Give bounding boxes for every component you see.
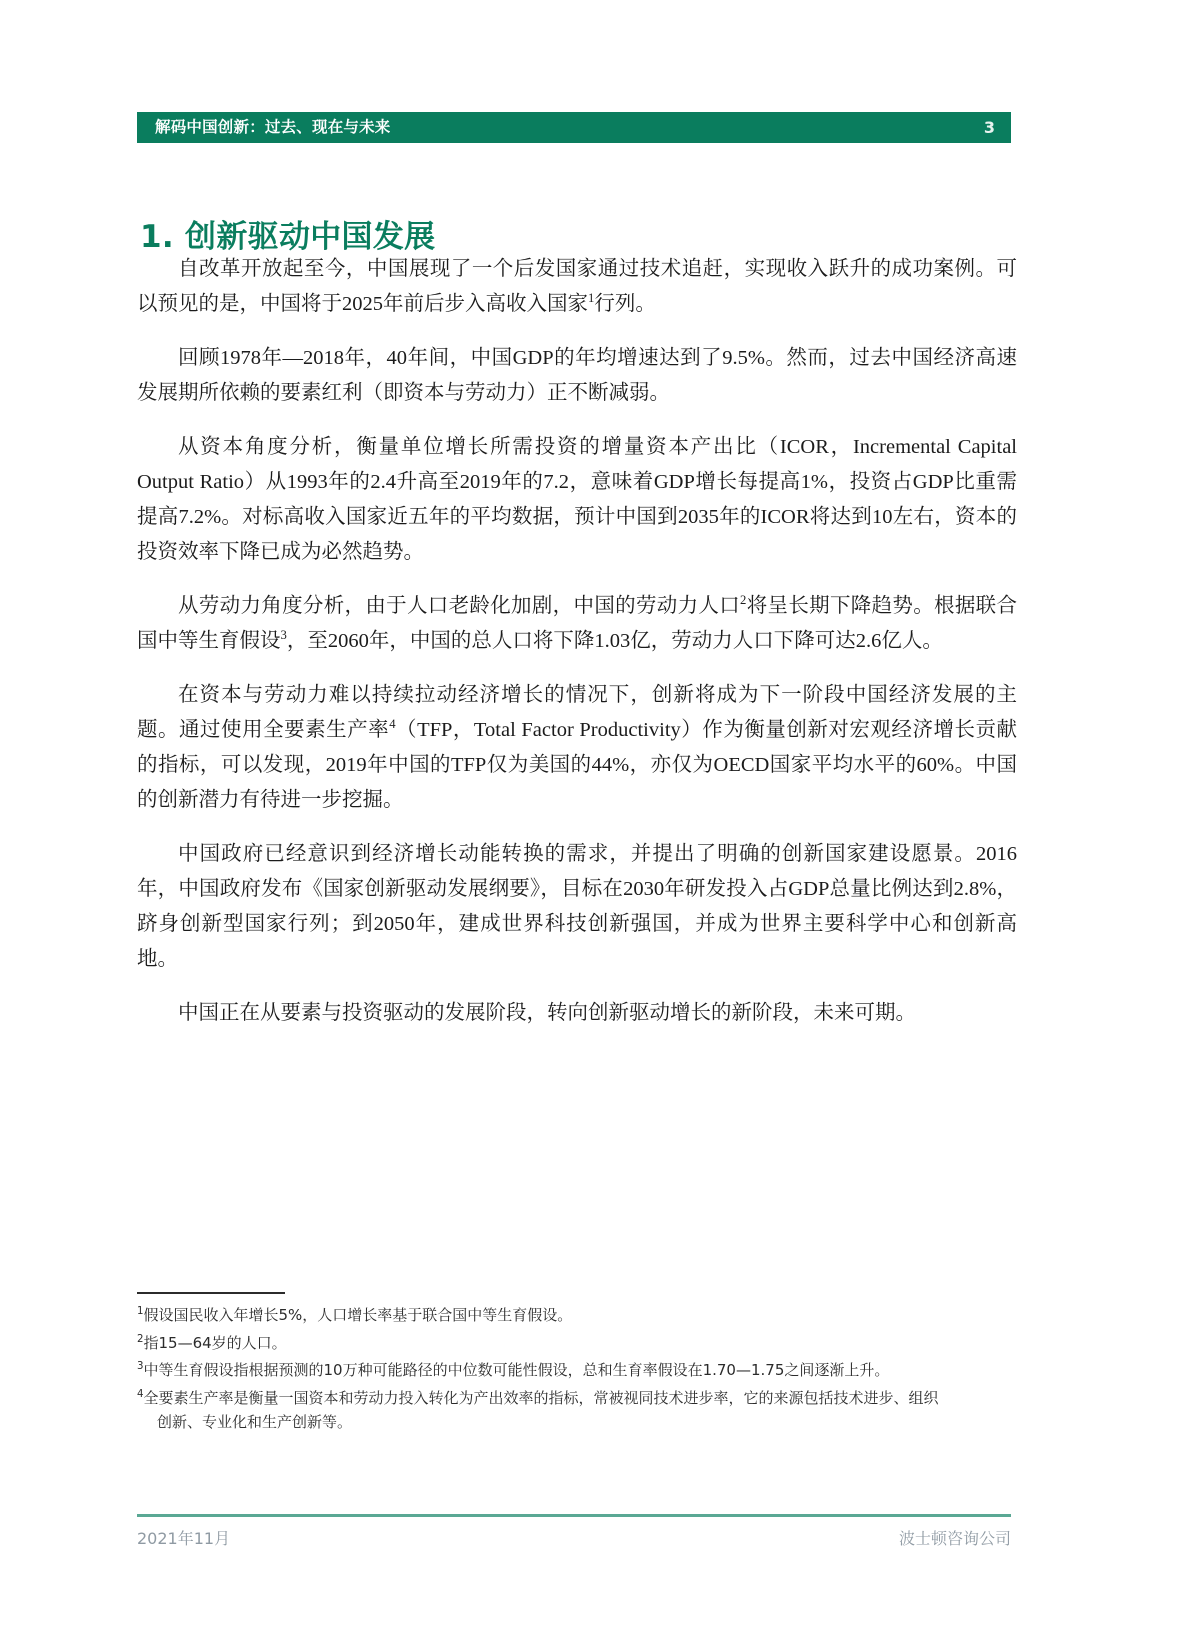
footnote-text: 假设国民收入年增长5%，人口增长率基于联合国中等生育假设。	[143, 1306, 573, 1324]
paragraph-1	[137, 252, 1017, 322]
footnote-text: 全要素生产率是衡量一国资本和劳动力投入转化为产出效率的指标，常被视同技术进步率，它的来源包括技术进步、组织	[143, 1388, 939, 1407]
footnote-item	[137, 1386, 1023, 1435]
section-heading: 1. 创新驱动中国发展	[140, 218, 436, 255]
footnotes-list	[137, 1303, 1023, 1438]
footnote-marker: 3	[137, 1361, 144, 1372]
paragraph-6: 中国政府已经意识到经济增长动能转换的需求，并提出了明确的创新国家建设愿景。2016年，中国政府发布《国家创新驱动发展纲要》，目标在2030年研发投入占GDP总量比例达到2.8%，跻身创新型国家行列；到2050年，建成世界科技创新强国，并成为世界主要科学中心和创新高地。	[137, 843, 1017, 970]
paragraph-5	[137, 678, 1017, 818]
footnote-item	[137, 1303, 1023, 1328]
paragraph-5-text-a: 在资本与劳动力难以持续拉动经济增长的情况下，创新将成为下一阶段中国经济发展的主题。通过使用全要素生产率	[137, 684, 1017, 741]
footer-rule	[137, 1514, 1011, 1517]
running-header-bar	[137, 112, 1011, 143]
footnote-separator-rule	[137, 1292, 285, 1294]
paragraph-2: 回顾1978年—2018年，40年间，中国GDP的年均增速达到了9.5%。然而，过去中国经济高速发展期所依赖的要素红利（即资本与劳动力）正不断减弱。	[137, 347, 1017, 404]
paragraph-5-text-b: （TFP，Total Factor Productivity）作为衡量创新对宏观经济增长贡献的指标，可以发现，2019年中国的TFP仅为美国的44%，亦仅为OECD国家平均水平的60%。中国的创新潜力有待进一步挖掘。	[137, 719, 1018, 811]
footnote-marker: 1	[137, 1306, 144, 1317]
footnote-item	[137, 1358, 1023, 1383]
paragraph-1-text-b: 行列。	[594, 293, 656, 315]
footnote-text: 中等生育假设指根据预测的10万种可能路径的中位数可能性假设，总和生育率假设在1.70—1.75之间逐渐上升。	[143, 1361, 890, 1379]
footnote-marker: 4	[137, 1388, 144, 1400]
footnote-ref-2[interactable]: 2	[740, 593, 747, 608]
paragraph-7: 中国正在从要素与投资驱动的发展阶段，转向创新驱动增长的新阶段，未来可期。	[178, 1002, 916, 1024]
paragraph-3: 从资本角度分析，衡量单位增长所需投资的增量资本产出比（ICOR，Incremental Capital Output Ratio）从1993年的2.4升高至2019年的7.2，意味着GDP增长每提高1%，投资占GDP比重需提高7.2%。对标高收入国家近五年的平均数据，预计中国到2035年的ICOR将达到10左右，资本的投资效率下降已成为必然趋势。	[137, 436, 1017, 563]
footnote-text: 指15—64岁的人口。	[143, 1333, 287, 1352]
footnote-ref-4[interactable]: 4	[389, 717, 396, 732]
footnote-ref-3[interactable]: 3	[280, 628, 287, 643]
footnote-ref-1[interactable]: 1	[588, 291, 595, 306]
paragraph-4	[137, 589, 1017, 659]
running-header-title: 解码中国创新：过去、现在与未来	[155, 117, 391, 136]
footnote-item	[137, 1331, 1023, 1356]
footer-date: 2021年11月	[137, 1529, 231, 1548]
footnote-marker: 2	[137, 1333, 144, 1345]
paragraph-4-text-b: 将呈长期下降趋势。根据联合国中等生育假设	[137, 595, 1017, 652]
paragraph-4-text-a: 从劳动力角度分析，由于人口老龄化加剧，中国的劳动力人口	[178, 595, 741, 617]
body-text-area	[137, 252, 1017, 1031]
page-footer	[137, 1526, 1011, 1549]
footnote-text-continued: 创新、专业化和生产创新等。	[157, 1413, 353, 1431]
paragraph-4-text-c: ，至2060年，中国的总人口将下降1.03亿，劳动力人口下降可达2.6亿人。	[286, 630, 943, 652]
footer-publisher: 波士顿咨询公司	[898, 1529, 1011, 1548]
page-number: 3	[983, 117, 995, 137]
paragraph-1-text-a: 自改革开放起至今，中国展现了一个后发国家通过技术追赶，实现收入跃升的成功案例。可以预见的是，中国将于2025年前后步入高收入国家	[137, 258, 1017, 315]
